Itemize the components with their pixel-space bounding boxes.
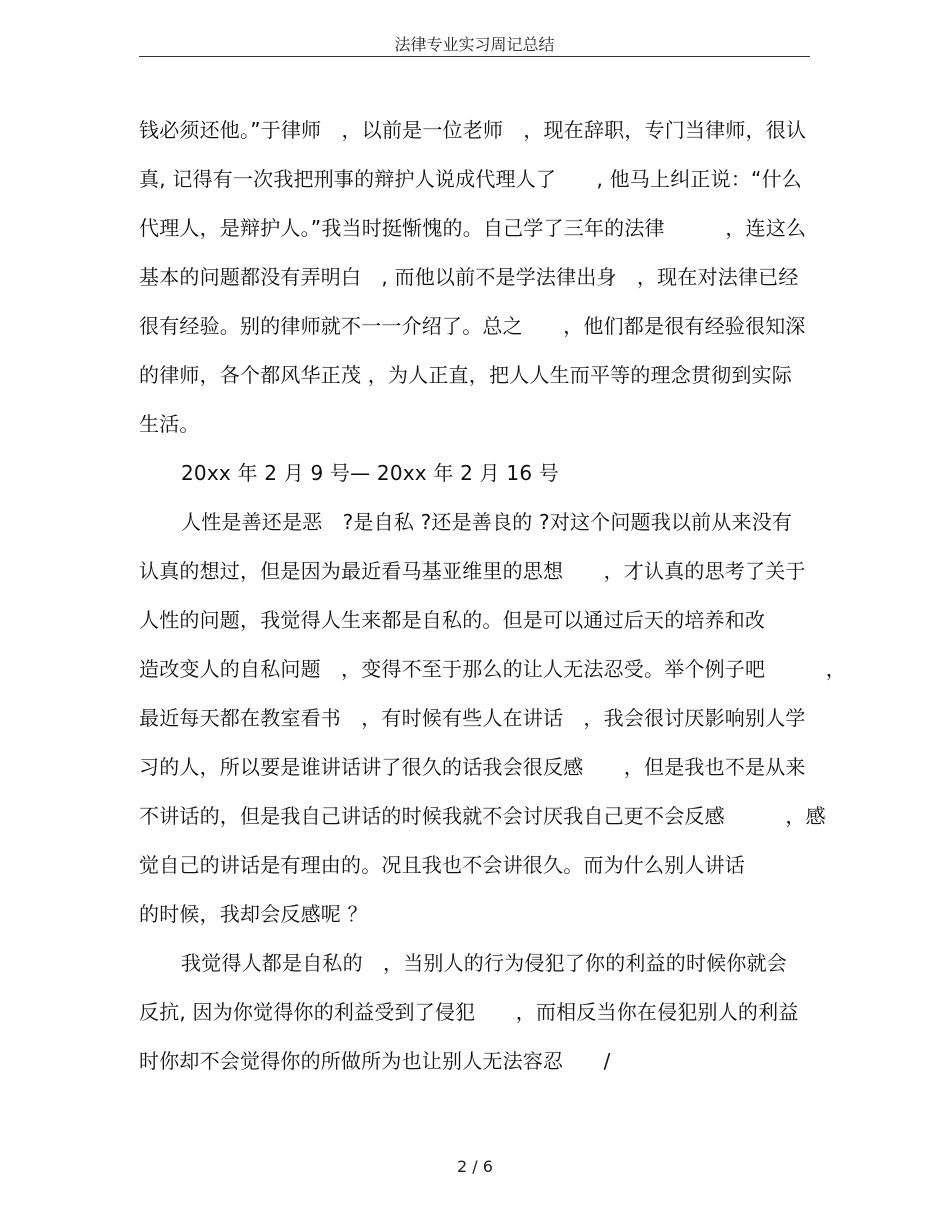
text-line: 习的人，所以要是谁讲话讲了很久的话我会很反感 ，但是我也不是从来 <box>139 755 806 779</box>
header-divider <box>139 56 810 57</box>
text-line: 认真的想过，但是因为最近看马基亚维里的思想 ，才认真的思考了关于 <box>139 559 806 583</box>
text-line: 的律师，各个都风华正茂 ，为人正直，把人人生而平等的理念贯彻到实际 <box>139 363 792 387</box>
document-body <box>139 106 846 1086</box>
text-line: 生活。 <box>139 412 200 436</box>
date-range-heading: 20xx 年 2 月 9 号— 20xx 年 2 月 16 号 <box>181 461 559 485</box>
text-line: 人性的问题，我觉得人生来都是自私的。但是可以通过后天的培养和改 <box>139 608 766 632</box>
text-line: 最近每天都在教室看书 ，有时候有些人在讲话 ，我会很讨厌影响别人学 <box>139 706 806 730</box>
text-line: 觉自己的讲话是有理由的。况且我也不会讲很久。而为什么别人讲话 <box>139 853 745 877</box>
text-line: 反抗, 因为你觉得你的利益受到了侵犯 ，而相反当你在侵犯别人的利益 <box>139 1000 799 1024</box>
text-line: 的时候，我却会反感呢 ？ <box>139 902 368 926</box>
text-line: 钱必须还他。”于律师 ，以前是一位老师 ，现在辞职，专门当律师，很认 <box>139 118 807 142</box>
paragraph-start-line: 人性是善还是恶 ?是自私 ?还是善良的 ?对这个问题我以前从来没有 <box>181 510 793 534</box>
text-line: 真, 记得有一次我把刑事的辩护人说成代理人了 , 他马上纠正说：“什么 <box>139 167 802 191</box>
text-line: 基本的问题都没有弄明白 , 而他以前不是学法律出身 ，现在对法律已经 <box>139 265 799 289</box>
page-number: 2 / 6 <box>457 1157 493 1176</box>
page-header-title: 法律专业实习周记总结 <box>394 35 555 54</box>
text-line: 代理人，是辩护人。”我当时挺惭愧的。自己学了三年的法律 ，连这么 <box>139 216 807 240</box>
text-line: 不讲话的，但是我自己讲话的时候我就不会讨厌我自己更不会反感 ，感 <box>139 804 826 828</box>
text-line: 时你却不会觉得你的所做所为也让别人无法容忍 / <box>139 1049 611 1073</box>
paragraph-start-line: 我觉得人都是自私的 ，当别人的行为侵犯了你的利益的时候你就会 <box>181 951 787 975</box>
text-line: 很有经验。别的律师就不一一介绍了。总之 ，他们都是很有经验很知深 <box>139 314 806 338</box>
text-line: 造改变人的自私问题 ，变得不至于那么的让人无法忍受。举个例子吧 ， <box>139 657 846 681</box>
